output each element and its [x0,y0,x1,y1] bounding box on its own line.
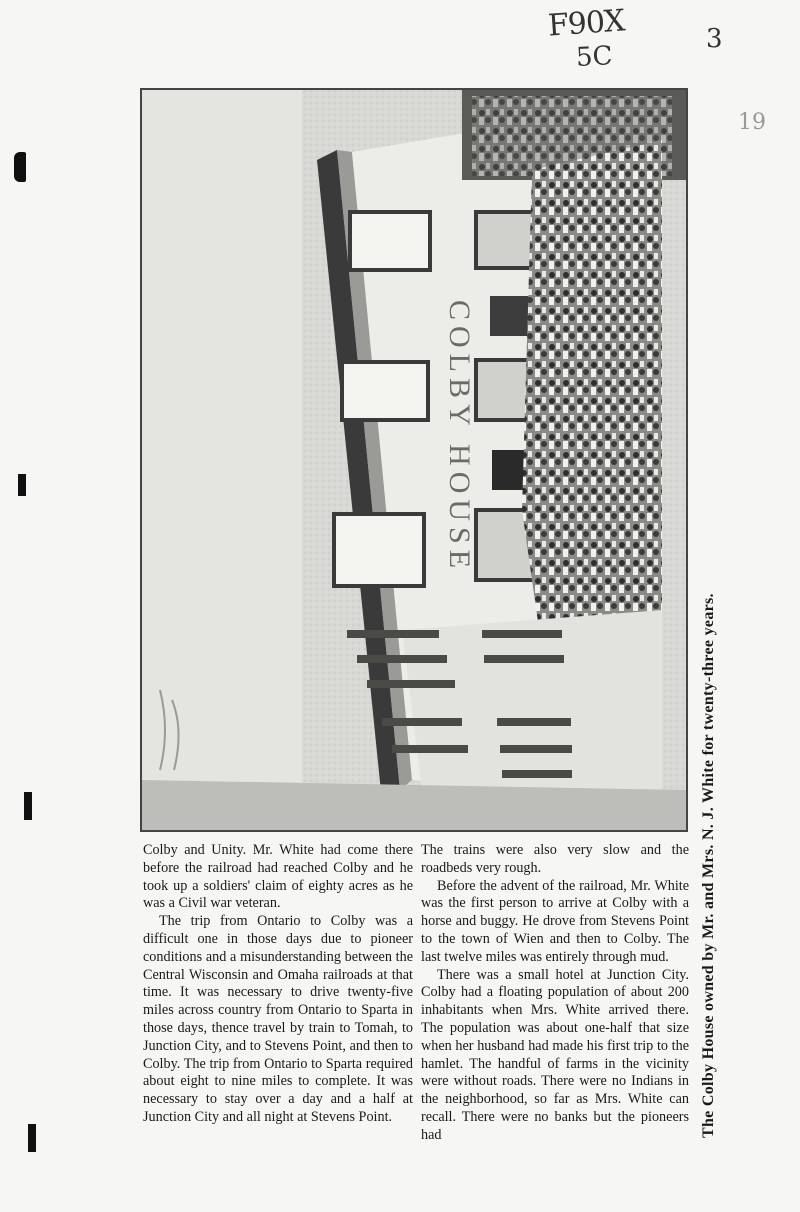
article-paragraph: Before the advent of the railroad, Mr. White was the first person to arrive at Colby with a horse and buggy. He drove from Stevens Point to the town of Wien and then to Colby. The last twelve miles was entirely through mud. [421,877,689,965]
archive-code-handwritten: F90X [546,3,626,44]
colby-house-illustration [142,90,686,830]
page-number-handwritten: 3 [706,24,723,54]
article-paragraph: The trip from Ontario to Colby was a difficult one in those days due to pioneer conditions and a misunderstanding between the Central Wisconsin and Omaha railroads at that time. It was necessary to drive twenty-five miles across country from Ontario to Sparta in those days, thence travel by train to Tomah, to Junction City, and to Stevens Point, and then to Colby. The trip from Ontario to Sparta required about eight to nine miles to complete. It was necessary to stay over a day and a half at Junction City and all night at Stevens Point. [143,913,413,1125]
article-paragraph: There was a small hotel at Junction City. Colby had a floating population of about 200 inhabitants when Mrs. White arrived there. The population was about one-half that size when her husband had made his first trip to the hamlet. The handful of farms in the vicinity were without roads. There were no Indians in the neighborhood, so far as Mrs. White can recall. There were no banks but the pioneers had [421,966,689,1143]
punch-mark-bottom [28,1124,36,1152]
article-paragraph: The trains were also very slow and the roadbeds very rough. [421,842,689,876]
punch-mark-upper-mid [18,474,26,496]
article-column-right [421,842,689,1145]
article-paragraph: Colby and Unity. Mr. White had come there before the railroad had reached Colby and he took up a soldiers' claim of eighty acres as he was a Civil war veteran. [143,842,413,912]
punch-mark-lower-mid [24,792,32,820]
colby-house-photo [140,88,688,832]
punch-mark-top [14,152,26,182]
article-column-left [143,842,413,1127]
photo-caption: The Colby House owned by Mr. and Mrs. N. J. White for twenty-three years. [700,593,717,1138]
colby-house-sign: COLBY HOUSE [443,300,476,575]
archive-code-handwritten-2: 5C [575,41,614,73]
margin-number-handwritten: 19 [738,110,766,135]
